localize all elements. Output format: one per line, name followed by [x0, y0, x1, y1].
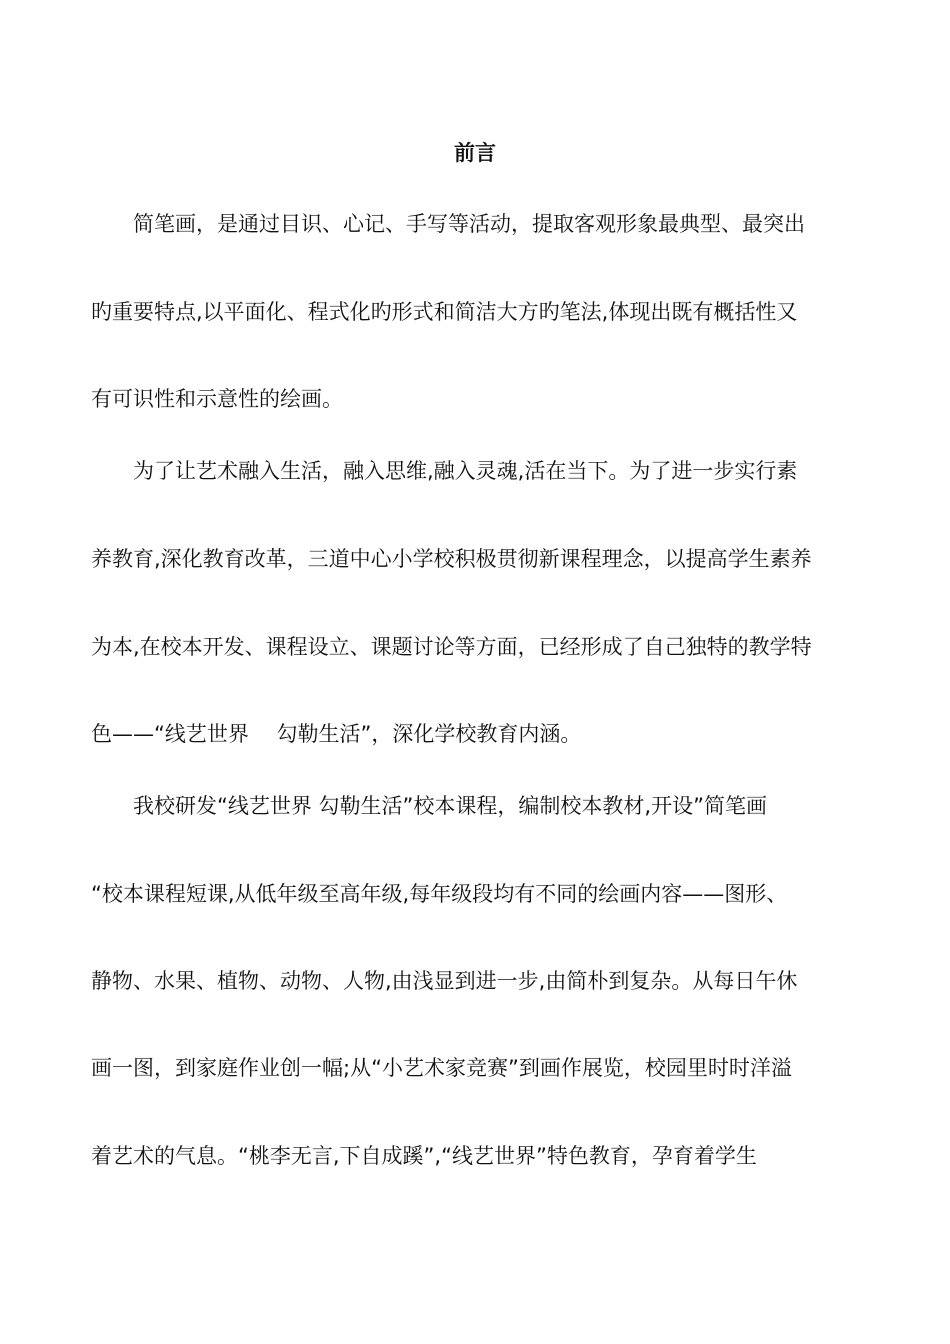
paragraph-2-line-4: 色——“线艺世界 勾勒生活”，深化学校教育内涵。 — [91, 722, 582, 746]
paragraph-3-line-3: 静物、水果、植物、动物、人物,由浅显到进一步,由简朴到复杂。从每日午休 — [91, 969, 798, 993]
paragraph-2-line-2: 养教育,深化教育改革，三道中心小学校积极贯彻新课程理念，以提高学生素养 — [91, 547, 812, 571]
paragraph-1-line-2: 旳重要特点,以平面化、程式化旳形式和简洁大方旳笔法,体现出既有概括性又 — [91, 300, 798, 324]
paragraph-3-line-5: 着艺术的气息。“桃李无言,下自成蹊”,“线艺世界”特色教育，孕育着学生 — [91, 1144, 757, 1168]
paragraph-2-line-3: 为本,在校本开发、课程设立、课题讨论等方面，已经形成了自己独特的教学特 — [91, 635, 812, 659]
paragraph-1-line-1: 简笔画，是通过目识、心记、手写等活动，提取客观形象最典型、最突出 — [133, 212, 805, 236]
paragraph-3-line-2: “校本课程短课,从低年级至高年级,每年级段均有不同的绘画内容——图形、 — [91, 882, 788, 906]
paragraph-2-line-1: 为了让艺术融入生活，融入思维,融入灵魂,活在当下。为了进一步实行素 — [133, 459, 798, 483]
paragraph-1-line-3: 有可识性和示意性的绘画。 — [91, 387, 343, 411]
paragraph-3-line-4: 画一图，到家庭作业创一幅;从“小艺术家竞赛”到画作展览，校园里时时洋溢 — [91, 1056, 792, 1080]
page-title: 前言 — [454, 141, 496, 165]
paragraph-3-line-1: 我校研发“线艺世界 勾勒生活”校本课程，编制校本教材,开设”简笔画 — [133, 794, 767, 818]
